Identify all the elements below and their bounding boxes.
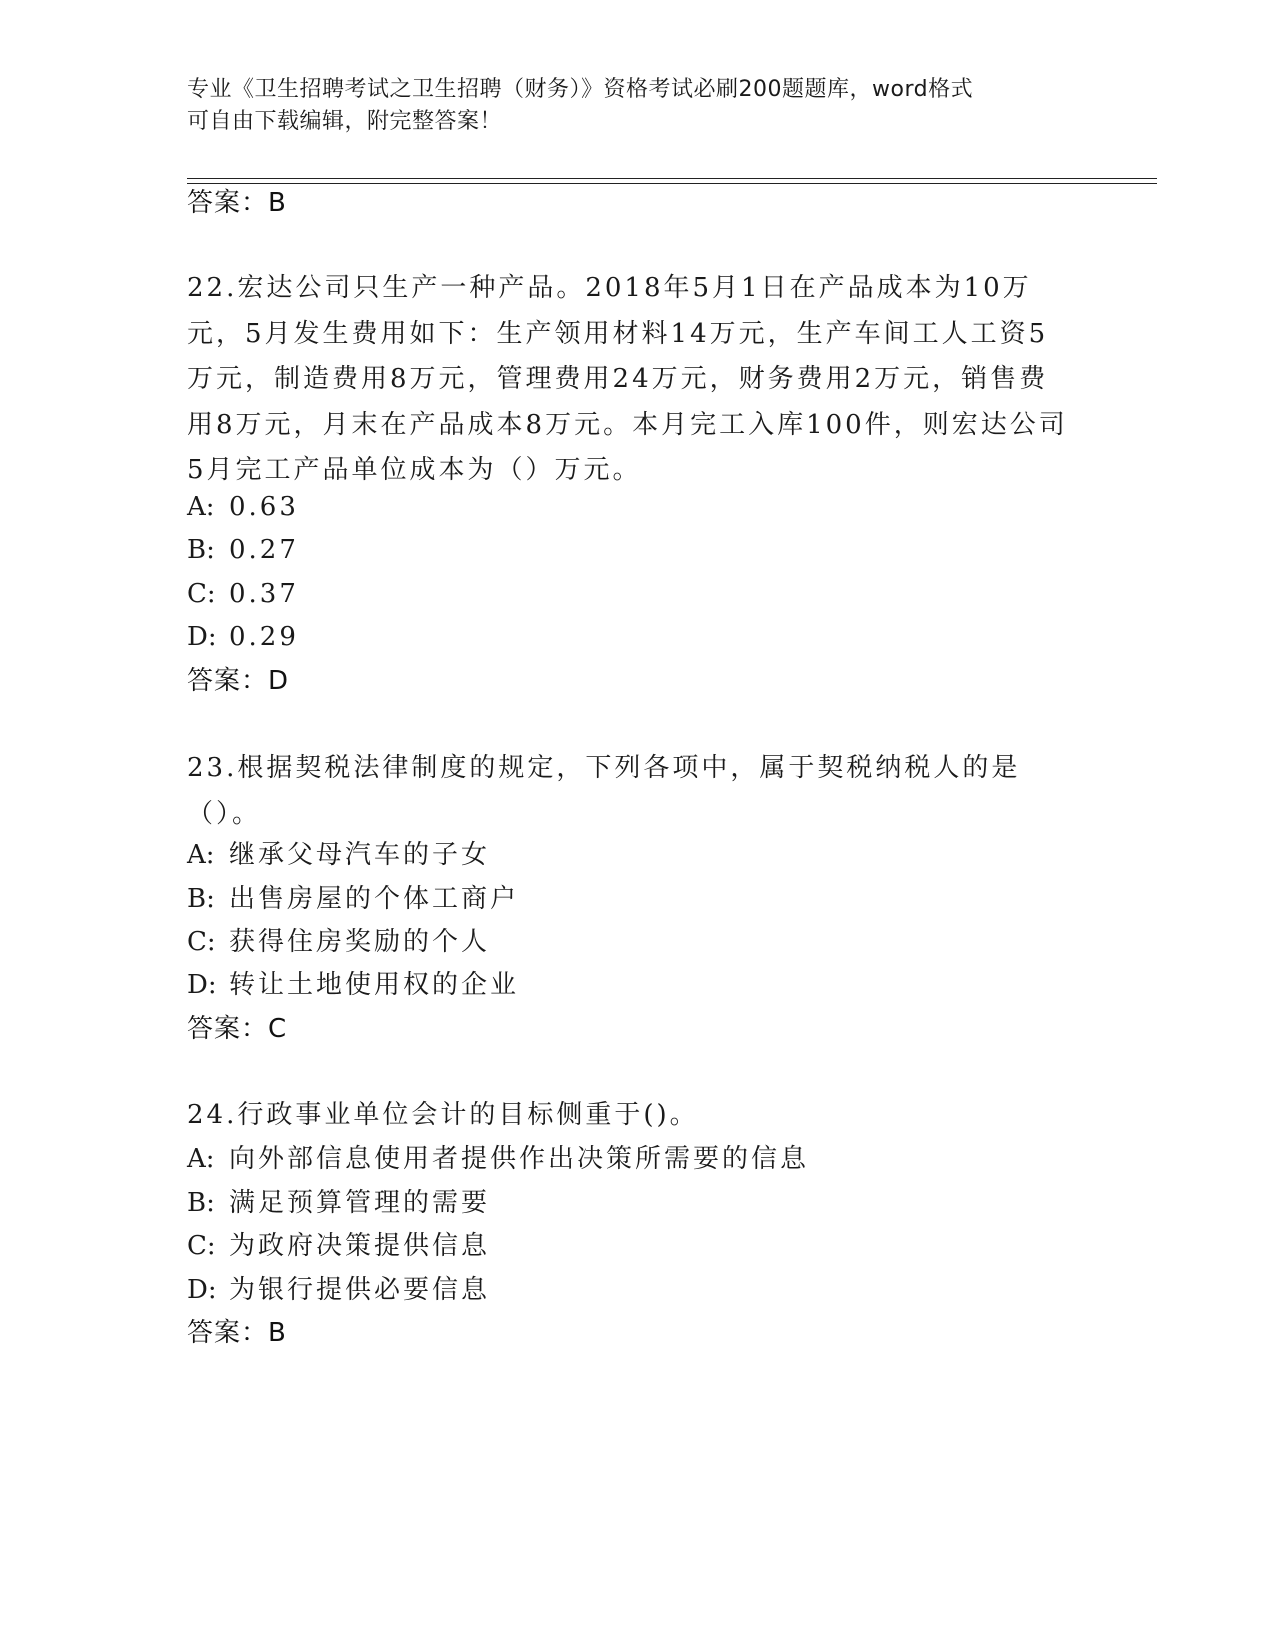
option-b: [187, 882, 519, 916]
option-d: [187, 968, 519, 1002]
option-text: 转让土地使用权的企业: [229, 970, 520, 1000]
answer-line: [187, 664, 289, 698]
option-text: 0.27: [229, 535, 299, 565]
answer-line: [187, 1012, 287, 1046]
answer-value: B: [268, 1318, 287, 1348]
option-b: [187, 533, 299, 567]
option-a: [187, 490, 299, 524]
answer-value: D: [268, 666, 290, 696]
option-letter: A:: [187, 1144, 215, 1174]
option-c: [187, 577, 299, 611]
answer-label: 答案：: [187, 1318, 269, 1348]
document-header: [187, 74, 1067, 138]
option-c: [187, 925, 490, 959]
option-text: 0.29: [229, 622, 299, 652]
option-letter: B:: [187, 1188, 215, 1218]
option-letter: A:: [187, 492, 215, 522]
option-letter: D:: [187, 970, 217, 1000]
question-text: 24.行政事业单位会计的目标侧重于()。: [187, 1100, 699, 1130]
header-divider-bottom: [187, 183, 1157, 184]
option-letter: C:: [187, 579, 216, 609]
answer-value: C: [268, 1014, 288, 1044]
option-b: [187, 1186, 490, 1220]
option-text: 0.63: [229, 492, 299, 522]
option-a: [187, 1142, 809, 1176]
option-letter: A:: [187, 840, 215, 870]
option-letter: D:: [187, 622, 217, 652]
option-letter: B:: [187, 535, 215, 565]
header-divider-top: [187, 178, 1157, 179]
answer-label: 答案：: [187, 666, 269, 696]
option-a: [187, 838, 490, 872]
answer-label: 答案：: [187, 188, 269, 218]
option-letter: D:: [187, 1275, 217, 1305]
option-c: [187, 1229, 490, 1263]
answer-line: [187, 1316, 287, 1350]
option-letter: C:: [187, 1231, 216, 1261]
question-text: 23.根据契税法律制度的规定，下列各项中，属于契税纳税人的是（）。: [187, 753, 1021, 829]
option-text: 满足预算管理的需要: [229, 1188, 491, 1218]
option-text: 向外部信息使用者提供作出决策所需要的信息: [229, 1144, 810, 1174]
question-text: 22.宏达公司只生产一种产品。2018年5月1日在产品成本为10万元，5月发生费用如下：生产领用材料14万元，生产车间工人工资5万元，制造费用8万元，管理费用24万元，财务费用2万元，销售费用8万元，月末在产品成本8万元。本月完工入库100件，则宏达公司5月完工产品单位成本为（）万元。: [187, 273, 1068, 485]
option-text: 为政府决策提供信息: [229, 1231, 491, 1261]
option-d: [187, 1273, 490, 1307]
option-text: 为银行提供必要信息: [229, 1275, 491, 1305]
header-line-1: 专业《卫生招聘考试之卫生招聘（财务）》资格考试必刷200题题库，word格式: [187, 77, 974, 102]
option-letter: C:: [187, 927, 216, 957]
answer-label: 答案：: [187, 1014, 269, 1044]
answer-value: B: [268, 188, 287, 218]
option-text: 0.37: [229, 579, 299, 609]
option-text: 出售房屋的个体工商户: [229, 884, 520, 914]
header-line-2: 可自由下载编辑，附完整答案！: [187, 109, 503, 134]
option-letter: B:: [187, 884, 215, 914]
option-text: 获得住房奖励的个人: [229, 927, 491, 957]
option-text: 继承父母汽车的子女: [229, 840, 491, 870]
answer-line-prev: [187, 186, 287, 220]
option-d: [187, 620, 299, 654]
